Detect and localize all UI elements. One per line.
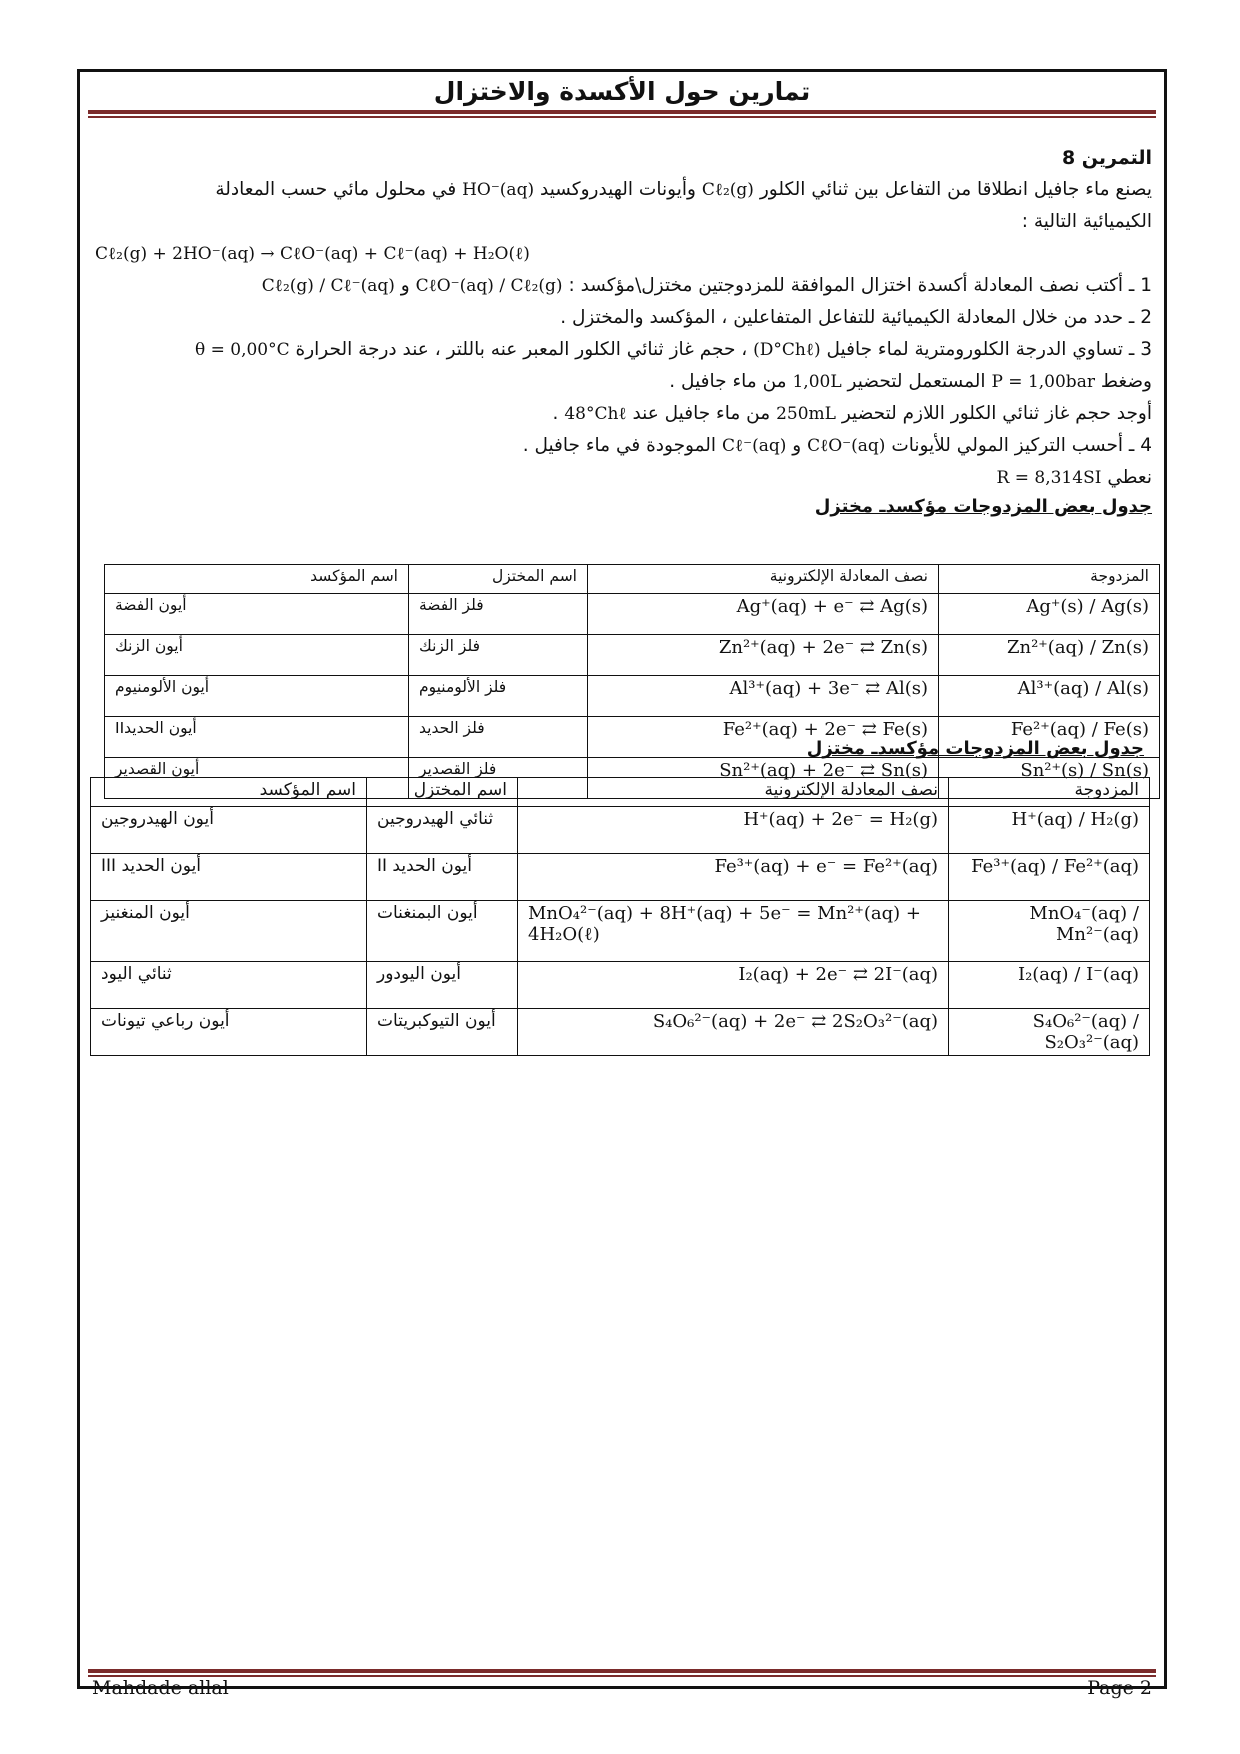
table1-header-couple: المزدوجة bbox=[939, 565, 1160, 594]
table-row: Ag⁺(s) / Ag(s) Ag⁺(aq) + e⁻ ⇄ Ag(s) فلز الفضة أيون الفضة bbox=[105, 594, 1160, 635]
table1-caption: جدول بعض المزدوجات مؤكسدـ مختزل bbox=[814, 496, 1152, 517]
intro-line-2: الكيميائية التالية : bbox=[1021, 211, 1152, 232]
table1-header-oxidant: اسم المؤكسد bbox=[105, 565, 409, 594]
table2-header-equation: نصف المعادلة الإلكترونية bbox=[518, 778, 949, 807]
table2-header-couple: المزدوجة bbox=[949, 778, 1150, 807]
table-row: Zn²⁺(aq) / Zn(s) Zn²⁺(aq) + 2e⁻ ⇄ Zn(s) فلز الزنك أيون الزنك bbox=[105, 635, 1160, 676]
exercise-heading: التمرين 8 bbox=[1061, 147, 1152, 169]
couples-table-1 bbox=[104, 564, 1160, 799]
formula-cl2: Cℓ₂(g) bbox=[701, 180, 754, 200]
table1-header-equation: نصف المعادلة الإلكترونية bbox=[588, 565, 939, 594]
footer-page-number: Page 2 bbox=[1087, 1677, 1152, 1699]
main-equation-line bbox=[95, 238, 1152, 270]
question-2: 2 ـ حدد من خلال المعادلة الكيميائية للتفاعل المتفاعلين ، المؤكسد والمختزل . bbox=[560, 307, 1152, 328]
table2-header-oxidant: اسم المؤكسد bbox=[91, 778, 367, 807]
table-row: S₄O₆²⁻(aq) / S₂O₃²⁻(aq) S₄O₆²⁻(aq) + 2e⁻ ⇄ 2S₂O₃²⁻(aq) أيون التيوكبريتات أيون رباعي تيونات bbox=[91, 1009, 1150, 1056]
main-equation: Cℓ₂(g) + 2HO⁻(aq) → CℓO⁻(aq) + Cℓ⁻(aq) + H₂O(ℓ) bbox=[95, 244, 530, 264]
intro-line-1: يصنع ماء جافيل انطلاقا من التفاعل بين ثنائي الكلور Cℓ₂(g) وأيونات الهيدروكسيد HO⁻(aq) في محلول مائي حسب المعادلة bbox=[95, 174, 1152, 206]
q1-couple-1: CℓO⁻(aq) / Cℓ₂(g) bbox=[415, 276, 563, 296]
page-title: تمارين حول الأكسدة والاختزال bbox=[433, 77, 811, 106]
footer-author: Mahdade allal bbox=[92, 1677, 229, 1699]
q1-couple-2: Cℓ₂(g) / Cℓ⁻(aq) bbox=[261, 276, 395, 296]
given-data: نعطي R = 8,314SI bbox=[996, 467, 1152, 488]
page-frame bbox=[77, 69, 1167, 1699]
table-row: I₂(aq) / I⁻(aq) I₂(aq) + 2e⁻ ⇄ 2I⁻(aq) أيون اليودور ثنائي اليود bbox=[91, 962, 1150, 1009]
question-3: 3 ـ تساوي الدرجة الكلورومترية لماء جافيل (D°Chℓ) ، حجم غاز ثنائي الكلور المعبر عنه باللتر ، عند درجة الحرارة θ = 0,00°C bbox=[194, 339, 1152, 360]
header-rule bbox=[88, 110, 1156, 120]
table2-header-reducer: اسم المختزل bbox=[367, 778, 518, 807]
couples-table-2 bbox=[90, 777, 1150, 1056]
formula-ho: HO⁻(aq) bbox=[462, 180, 535, 200]
table1-header-reducer: اسم المختزل bbox=[409, 565, 588, 594]
table-row: Fe²⁺(aq) / Fe(s) Fe²⁺(aq) + 2e⁻ ⇄ Fe(s) فلز الحديد أيون الحديدII bbox=[105, 717, 1160, 758]
table-row: Sn²⁺(s) / Sn(s) Sn²⁺(aq) + 2e⁻ ⇄ Sn(s) فلز القصدير أيون القصدير bbox=[105, 758, 1160, 799]
question-4: 4 ـ أحسب التركيز المولي للأيونات CℓO⁻(aq) و Cℓ⁻(aq) الموجودة في ماء جافيل . bbox=[522, 435, 1152, 456]
table-row: MnO₄⁻(aq) / Mn²⁻(aq) MnO₄²⁻(aq) + 8H⁺(aq) + 5e⁻ = Mn²⁺(aq) + 4H₂O(ℓ) أيون البمنغنات أيون المنغنيز bbox=[91, 901, 1150, 962]
table2-caption: جدول بعض المزدوجات مؤكسدـ مختزل bbox=[806, 738, 1144, 759]
question-3-find: أوجد حجم غاز ثنائي الكلور اللازم لتحضير 250mL من ماء جافيل عند 48°Chℓ . bbox=[552, 403, 1152, 424]
table-row: Al³⁺(aq) / Al(s) Al³⁺(aq) + 3e⁻ ⇄ Al(s) فلز الألومنيوم أيون الألومنيوم bbox=[105, 676, 1160, 717]
footer-rule bbox=[88, 1669, 1156, 1679]
table-row: H⁺(aq) / H₂(g) H⁺(aq) + 2e⁻ = H₂(g) ثنائي الهيدروجين أيون الهيدروجين bbox=[91, 807, 1150, 854]
exercise-body bbox=[95, 142, 1152, 520]
table-row: Fe³⁺(aq) / Fe²⁺(aq) Fe³⁺(aq) + e⁻ = Fe²⁺(aq) أيون الحديد II أيون الحديد III bbox=[91, 854, 1150, 901]
question-3-cont: وضغط P = 1,00bar المستعمل لتحضير 1,00L من ماء جافيل . bbox=[669, 371, 1152, 392]
question-1: 1 ـ أكتب نصف المعادلة أكسدة اختزال الموافقة للمزدوجتين مختزل\مؤكسد : CℓO⁻(aq) / Cℓ₂(g) و Cℓ₂(g) / Cℓ⁻(aq) bbox=[95, 270, 1152, 302]
